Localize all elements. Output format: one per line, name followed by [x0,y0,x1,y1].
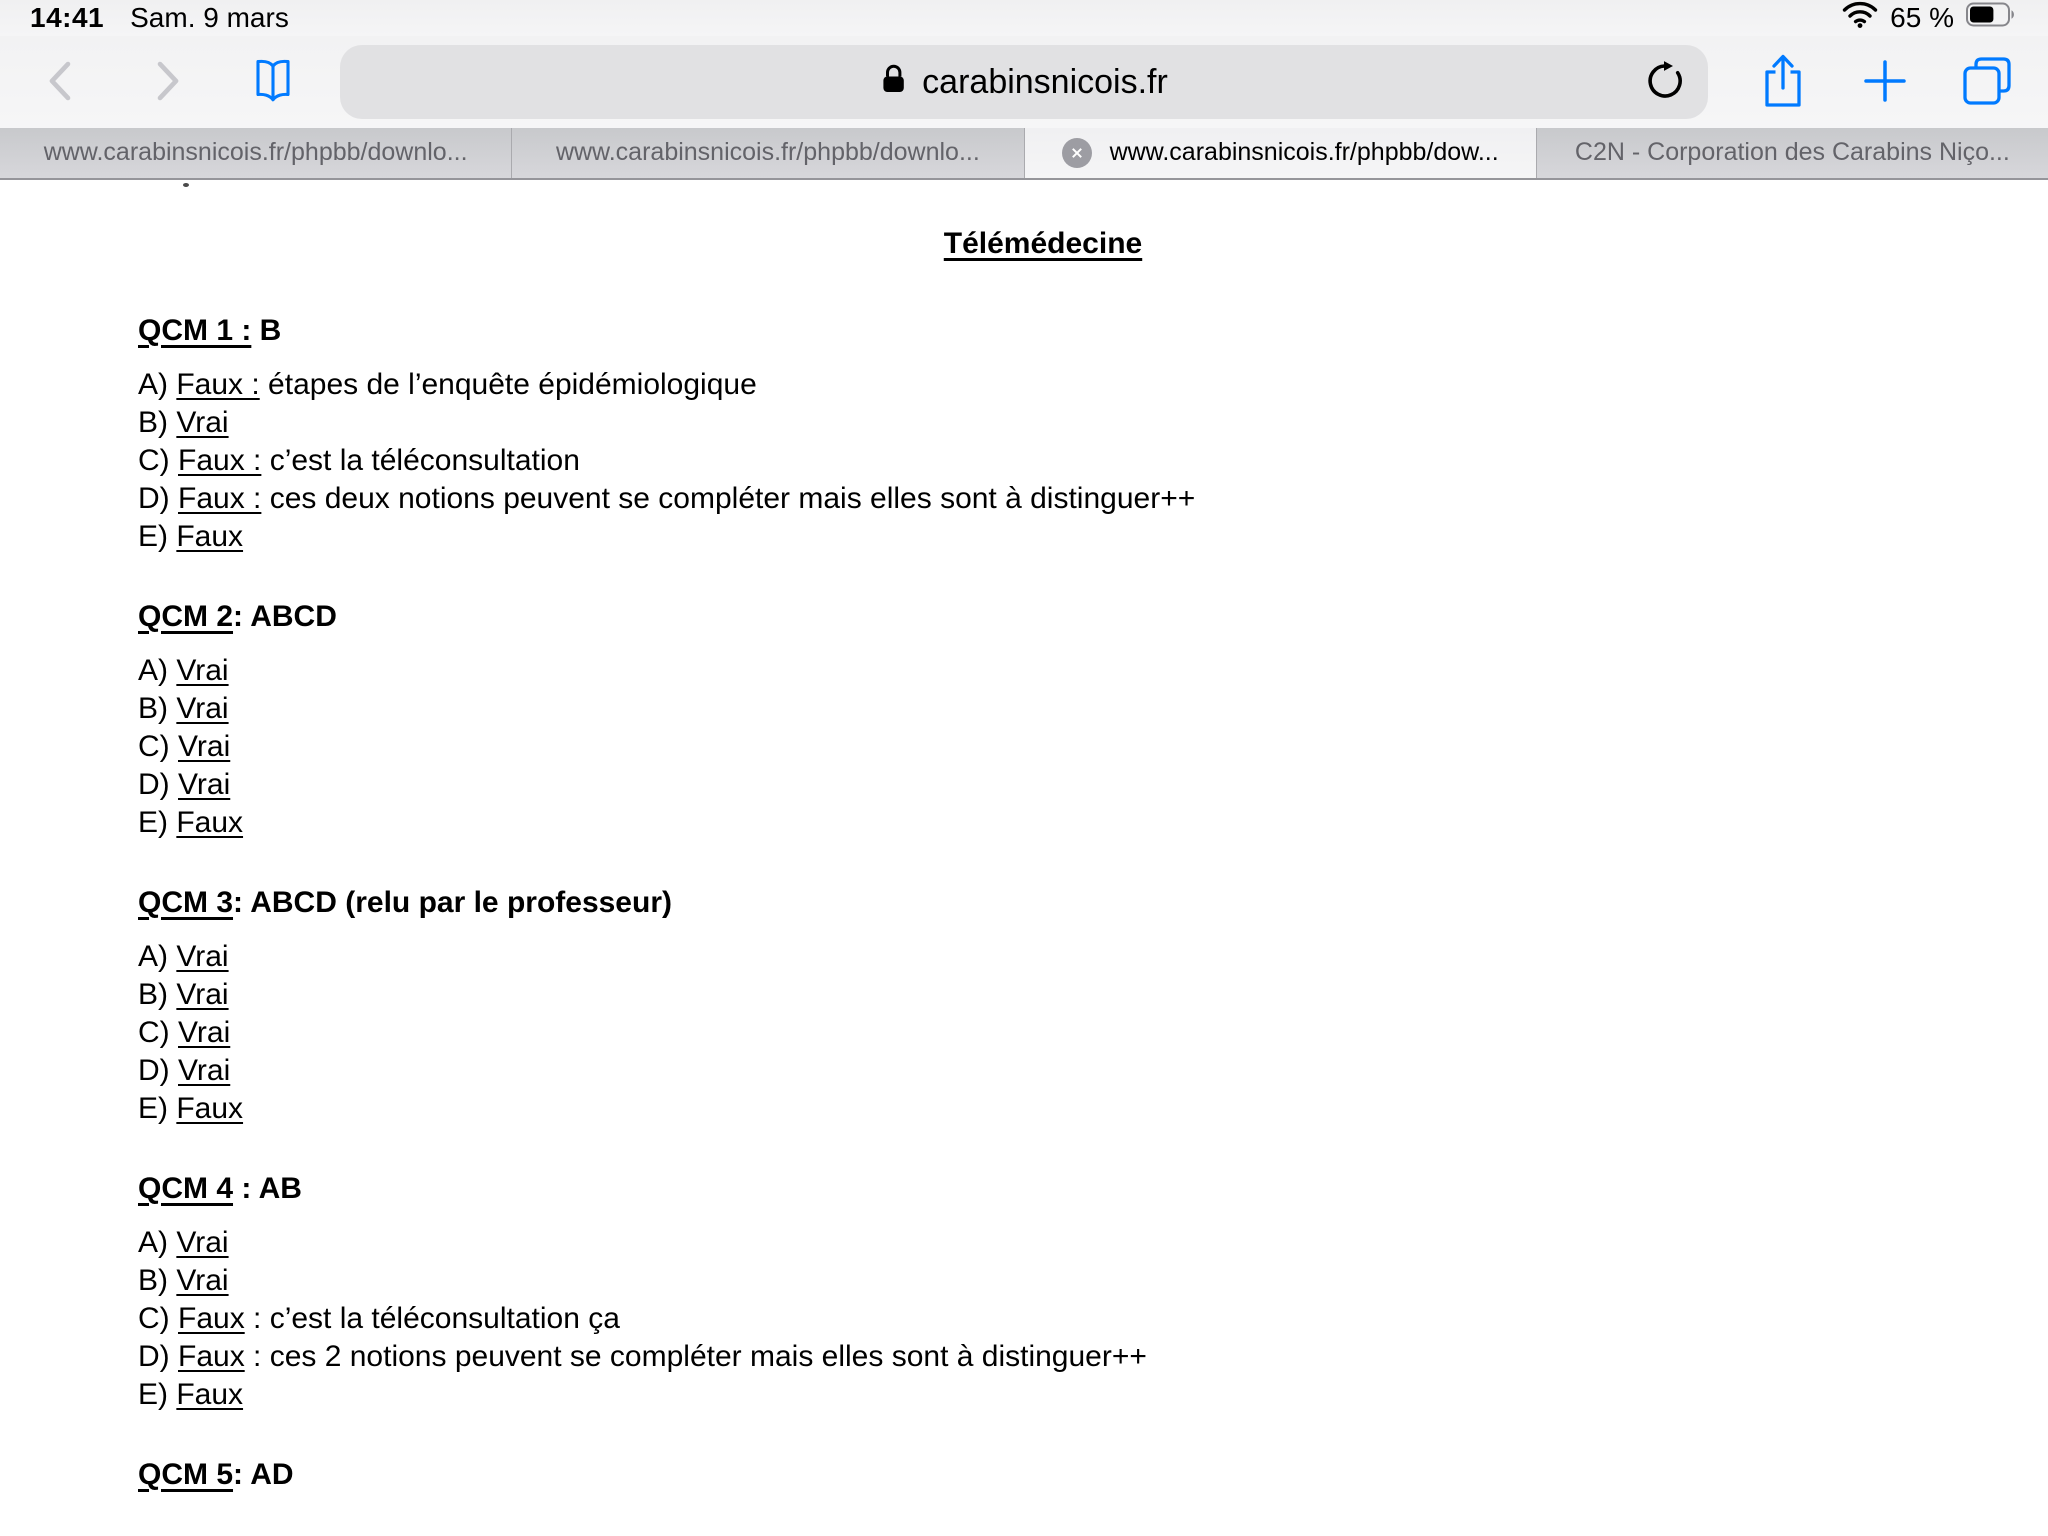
forward-chevron-icon [145,53,189,112]
qcm-number: QCM 2 [138,600,234,633]
answer-letter: E) [138,1092,177,1125]
answer-letter: C) [138,730,178,763]
answer-line [138,766,1948,804]
back-chevron-icon [39,53,83,112]
answer-note: : ces 2 notions peuvent se compléter mais elles sont à distinguer++ [244,1340,1147,1373]
answer-verdict: Vrai [176,978,229,1011]
tab-bar [0,128,2048,180]
page-content [0,180,2048,1536]
tab-label: www.carabinsnicois.fr/phpbb/dow... [1109,138,1499,167]
tab-label: www.carabinsnicois.fr/phpbb/downlo... [43,138,468,167]
answer-letter: A) [138,1226,177,1259]
answer-letter: D) [138,1340,178,1373]
status-bar [0,0,2048,36]
tabs-overview-button[interactable] [1958,47,2016,117]
answer-verdict: Vrai [178,730,231,763]
answer-verdict: Vrai [176,406,229,439]
answer-verdict: Faux : [178,444,262,477]
tab-3-active[interactable] [1025,128,1537,178]
answer-letter: C) [138,444,178,477]
answer-letter: B) [138,692,177,725]
qcm-heading [138,1456,1948,1494]
back-button[interactable] [32,47,90,117]
answer-note: ces deux notions peuvent se compléter mais elles sont à distinguer++ [261,482,1196,515]
reload-button[interactable] [1643,58,1686,107]
qcm-answer-key: B [251,314,282,347]
answer-line [138,1052,1948,1090]
tab-label: C2N - Corporation des Carabins Niço... [1574,138,2010,167]
address-bar[interactable] [340,45,1708,119]
answer-letter: C) [138,1016,178,1049]
tab-1[interactable] [0,128,512,178]
answer-line [138,652,1948,690]
answer-line [138,804,1948,842]
answer-letter: D) [138,482,178,515]
qcm-answer-key: : ABCD [233,600,337,633]
qcm-answer-key: : AB [233,1172,302,1205]
answer-line [138,938,1948,976]
document-title: Télémédecine [943,227,1143,260]
browser-toolbar [0,36,2048,128]
answer-line [138,690,1948,728]
answer-line [138,366,1948,404]
answer-letter: B) [138,406,177,439]
qcm-answer-key: : AD [233,1458,294,1491]
answer-verdict: Vrai [176,692,229,725]
answer-letter: A) [138,368,177,401]
status-right [1842,1,2018,35]
qcm-section-2 [138,598,1948,842]
answer-line [138,518,1948,556]
answer-verdict: Vrai [176,1264,229,1297]
qcm-section-1 [138,312,1948,556]
status-time: 14:41 [30,2,105,34]
answer-line [138,1376,1948,1414]
qcm-number: QCM 5 [138,1458,234,1491]
bookmarks-book-icon [245,53,301,112]
qcm-number: QCM 4 [138,1172,234,1205]
share-button[interactable] [1754,47,1812,117]
qcm-heading [138,312,1948,350]
forward-button[interactable] [138,47,196,117]
close-tab-button[interactable] [1062,138,1092,168]
tabs-overview-icon [1960,54,2014,111]
share-icon [1759,51,1807,114]
answer-letter: B) [138,978,177,1011]
answer-verdict: Vrai [176,654,229,687]
answer-letter: E) [138,1378,177,1411]
battery-icon [1966,2,2018,34]
status-date: Sam. 9 mars [130,2,289,34]
answer-verdict: Vrai [178,768,231,801]
bookmarks-button[interactable] [244,47,302,117]
qcm-section-3 [138,884,1948,1128]
reload-icon [1643,58,1686,107]
answer-verdict: Vrai [178,1016,231,1049]
answer-line [138,480,1948,518]
qcm-heading [138,598,1948,636]
answer-line [138,976,1948,1014]
answer-verdict: Vrai [178,1054,231,1087]
answer-verdict: Faux [176,1378,244,1411]
qcm-heading [138,884,1948,922]
answer-verdict: Faux [178,1302,245,1335]
answer-line [138,1090,1948,1128]
answer-line [138,442,1948,480]
answer-letter: D) [138,768,178,801]
plus-icon [1859,55,1911,110]
answer-letter: E) [138,806,177,839]
lock-icon [880,63,907,101]
answer-verdict: Faux [178,1340,245,1373]
battery-percent: 65 % [1890,2,1954,34]
new-tab-button[interactable] [1856,47,1914,117]
answer-line [138,1224,1948,1262]
answer-letter: E) [138,520,177,553]
tab-label: www.carabinsnicois.fr/phpbb/downlo... [555,138,980,167]
wifi-icon [1842,1,1878,35]
answer-verdict: Faux : [176,368,260,401]
qcm-heading [138,1170,1948,1208]
answer-letter: A) [138,654,177,687]
answer-line [138,1338,1948,1376]
qcm-section-5 [138,1456,1948,1494]
qcm-answer-key: : ABCD (relu par le professeur) [233,886,672,919]
close-tab-icon [1070,146,1084,160]
qcm-number: QCM 1 : [138,314,252,347]
answer-verdict: Vrai [176,940,229,973]
tab-2[interactable] [512,128,1024,178]
answer-letter: A) [138,940,177,973]
qcm-section-4 [138,1170,1948,1414]
answer-letter: D) [138,1054,178,1087]
cut-off-text-fragment [183,183,189,187]
answer-verdict: Faux [176,806,244,839]
answer-letter: B) [138,1264,177,1297]
answer-line [138,1262,1948,1300]
answer-verdict: Faux : [178,482,262,515]
answer-line [138,1300,1948,1338]
answer-verdict: Faux [176,520,244,553]
answer-note: étapes de l’enquête épidémiologique [259,368,757,401]
answer-letter: C) [138,1302,178,1335]
status-left [30,2,289,34]
tab-4[interactable] [1537,128,2048,178]
answer-note: : c’est la téléconsultation ça [244,1302,620,1335]
url-text: carabinsnicois.fr [922,62,1168,101]
answer-line [138,728,1948,766]
answer-verdict: Faux [176,1092,244,1125]
answer-note: c’est la téléconsultation [261,444,580,477]
qcm-number: QCM 3 [138,886,234,919]
answer-line [138,404,1948,442]
answer-verdict: Vrai [176,1226,229,1259]
answer-line [138,1014,1948,1052]
